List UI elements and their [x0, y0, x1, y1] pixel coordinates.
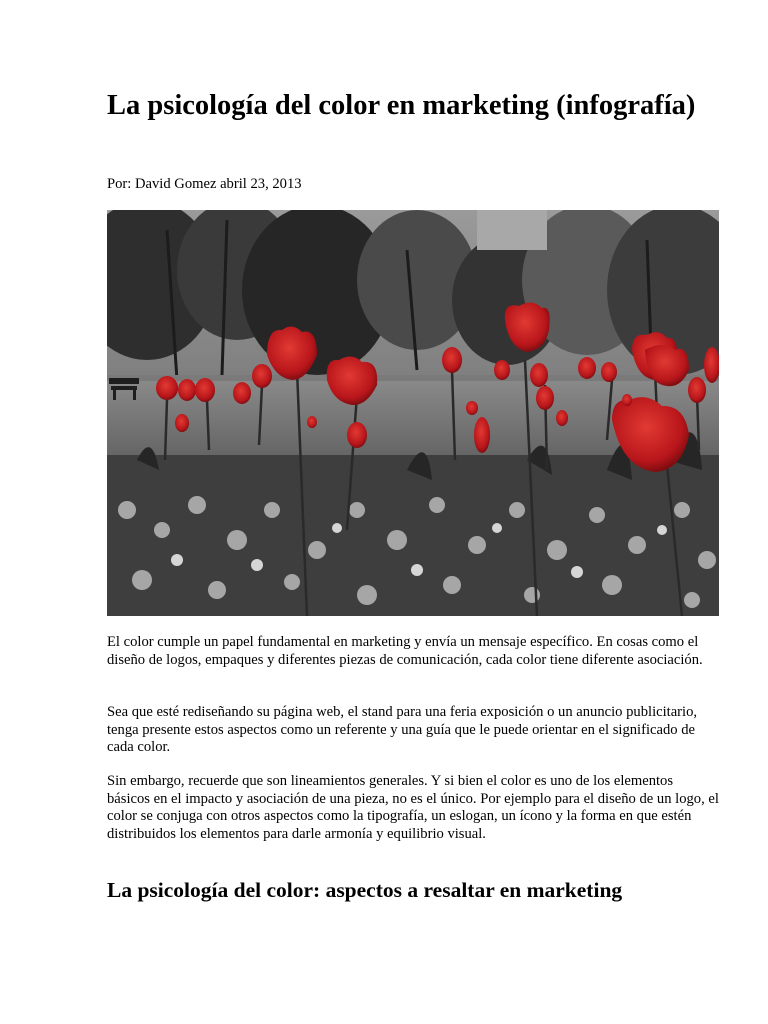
article-title: La psicología del color en marketing (infografía) [107, 90, 696, 121]
intro-paragraph: El color cumple un papel fundamental en marketing y envía un mensaje específico. En cosas como el diseño de logos, empaques y diferentes piezas de comunicación, cada color tiene diferente asociación. [107, 634, 703, 668]
guide-paragraph: Sea que esté rediseñando su página web, el stand para una feria exposición o un anuncio publicitario, tenga presente estos aspectos como un referente y una guía que le puede orientar en el significado de cada color. [107, 704, 698, 755]
section-heading: La psicología del color: aspectos a resaltar en marketing [107, 878, 623, 902]
tulip-photo [107, 210, 719, 616]
guidelines-paragraph: Sin embargo, recuerde que son lineamientos generales. Y si bien el color es uno de los elementos básicos en el impacto y asociación de una pieza, no es el único. Por ejemplo para el diseño de un logo, el color se conjuga con otros aspectos como la tipografía, un eslogan, un ícono y la forma en que estén distribuidos los elementos para darle armonía y equilibrio visual. [107, 773, 719, 842]
article-byline: Por: David Gomez abril 23, 2013 [107, 176, 302, 192]
